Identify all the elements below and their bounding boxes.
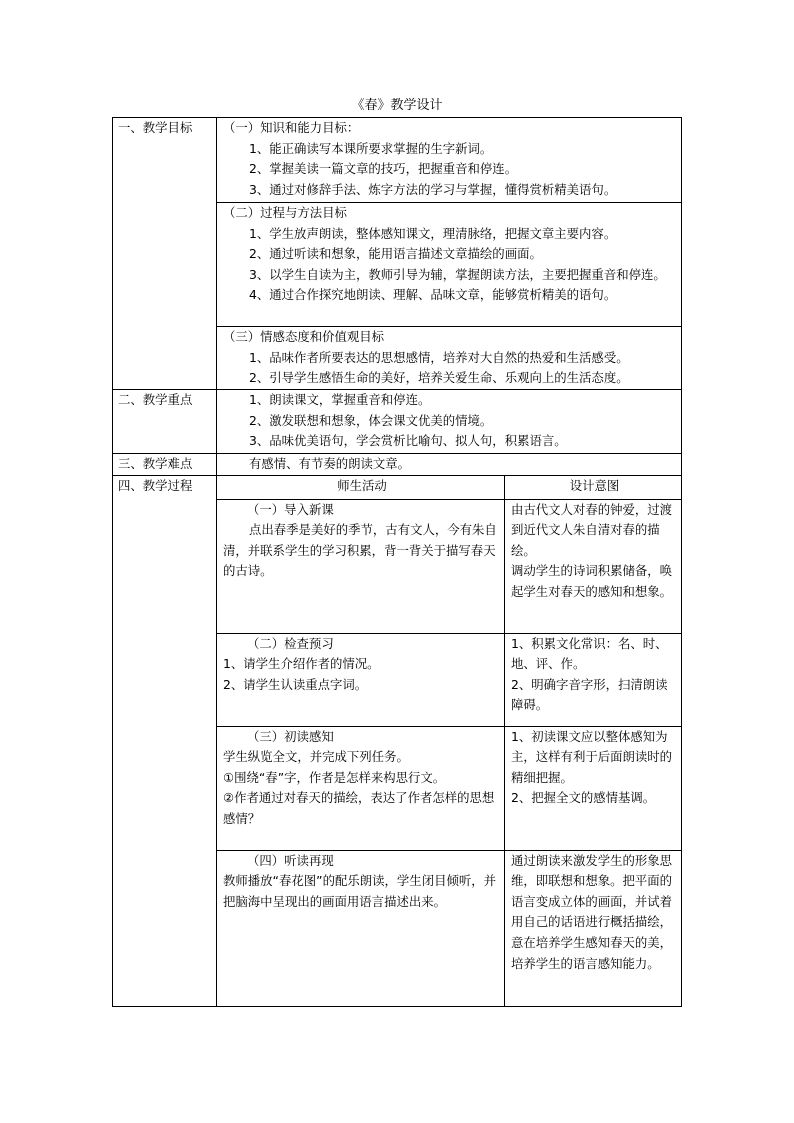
goals-row-1 [113, 118, 682, 203]
step-1-intent-2: 调动学生的诗词积累储备，唤起学生对春天的感知和想象。 [511, 563, 673, 599]
key-points-label: 二、教学重点 [113, 390, 217, 454]
process-goals [217, 203, 682, 327]
step-2-intent-1: 1、积累文化常识：名、时、地、评、作。 [511, 635, 668, 672]
step-4-activity [217, 850, 505, 1006]
step-3-intent-2: 2、把握全文的感情基调。 [511, 790, 656, 806]
step-4-intent [505, 850, 682, 1006]
process-goal-4: 4、通过合作探究地朗读、理解、品味文章，能够赏析精美的语句。 [249, 287, 617, 303]
process-label: 四、教学过程 [113, 475, 217, 1006]
process-goal-2: 2、通过听读和想象，能用语言描述文章描绘的画面。 [249, 246, 542, 262]
process-goals-title: （二）过程与方法目标 [223, 205, 347, 220]
knowledge-goal-3: 3、通过对修辞手法、炼字方法的学习与掌握，懂得赏析精美语句。 [249, 181, 617, 197]
step-1-line-1: 点出春季是美好的季节，古有文人，今有朱自清，并联系学生的学习积累，背一背关于描写春天的古诗。 [223, 522, 497, 579]
difficulty-label: 三、教学难点 [113, 454, 217, 476]
step-3-line-2: ①围绕“春”字，作者是怎样来构思行文。 [223, 769, 446, 785]
emotion-goals [217, 327, 682, 390]
step-3-line-3: ②作者通过对春天的描绘，表达了作者怎样的思想感情？ [223, 790, 495, 826]
step-3-intent [505, 726, 682, 850]
knowledge-goals [217, 118, 682, 203]
process-header-row [113, 475, 682, 499]
step-3-activity [217, 726, 505, 850]
goals-label: 一、教学目标 [113, 118, 217, 390]
lesson-plan-table [112, 117, 682, 1007]
step-3-intent-1: 1、初读课文应以整体感知为主，这样有利于后面朗读时的精细把握。 [511, 728, 673, 785]
process-goal-1: 1、学生放声朗读，整体感知课文，理清脉络，把握文章主要内容。 [249, 225, 617, 241]
difficulty-row [113, 454, 682, 476]
difficulty-text: 有感情、有节奏的朗读文章。 [249, 456, 411, 471]
step-1-intent [505, 499, 682, 633]
step-4-intent-1: 通过朗读来激发学生的形象思维，即联想和想象。把平面的语言变成立体的画面，并试着用自己的话语进行概括描绘，意在培养学生感知春天的美，培养学生的语言感知能力。 [511, 852, 673, 971]
step-2-intent-2: 2、明确字音字形，扫清朗读障碍。 [511, 676, 668, 713]
step-4-title: （四）听读再现 [247, 852, 334, 868]
step-1-activity [217, 499, 505, 633]
process-goal-3: 3、以学生自读为主，教师引导为辅，掌握朗读方法，主要把握重音和停连。 [249, 266, 666, 282]
emotion-goal-1: 1、品味作者所要表达的思想感情，培养对大自然的热爱和生活感受。 [249, 349, 629, 365]
intent-column-header: 设计意图 [505, 475, 682, 499]
key-point-2: 2、激发联想和想象，体会课文优美的情境。 [249, 412, 493, 428]
key-point-1: 1、朗读课文，掌握重音和停连。 [249, 392, 431, 407]
knowledge-goals-title: （一）知识和能力目标： [223, 120, 360, 135]
step-2-line-1: 1、请学生介绍作者的情况。 [223, 656, 380, 672]
emotion-goals-title: （三）情感态度和价值观目标 [223, 329, 385, 344]
step-4-line-1: 教师播放“春花图”的配乐朗读，学生闭目倾听，并把脑海中呈现出的画面用语言描述出来。 [223, 873, 497, 909]
step-3-title: （三）初读感知 [247, 728, 334, 744]
key-point-3: 3、品味优美语句，学会赏析比喻句、拟人句，积累语言。 [249, 433, 567, 449]
knowledge-goal-1: 1、能正确读写本课所要求掌握的生字新词。 [249, 140, 493, 156]
document-title: 《春》教学设计 [351, 98, 443, 113]
emotion-goal-2: 2、引导学生感悟生命的美好，培养关爱生命、乐观向上的生活态度。 [249, 370, 629, 386]
step-2-activity [217, 633, 505, 726]
step-2-title: （二）检查预习 [247, 635, 334, 651]
step-2-line-2: 2、请学生认读重点字词。 [223, 676, 368, 692]
knowledge-goal-2: 2、掌握美读一篇文章的技巧，把握重音和停连。 [249, 161, 518, 177]
difficulty-cell [217, 454, 682, 476]
step-3-line-1: 学生纵览全文，并完成下列任务。 [223, 749, 409, 765]
step-1-intent-1: 由古代文人对春的钟爱，过渡到近代文人朱自清对春的描绘。 [511, 501, 673, 558]
activity-column-header: 师生活动 [217, 475, 505, 499]
step-2-intent [505, 633, 682, 726]
key-points-row [113, 390, 682, 454]
step-1-title: （一）导入新课 [247, 501, 334, 517]
key-points [217, 390, 682, 454]
